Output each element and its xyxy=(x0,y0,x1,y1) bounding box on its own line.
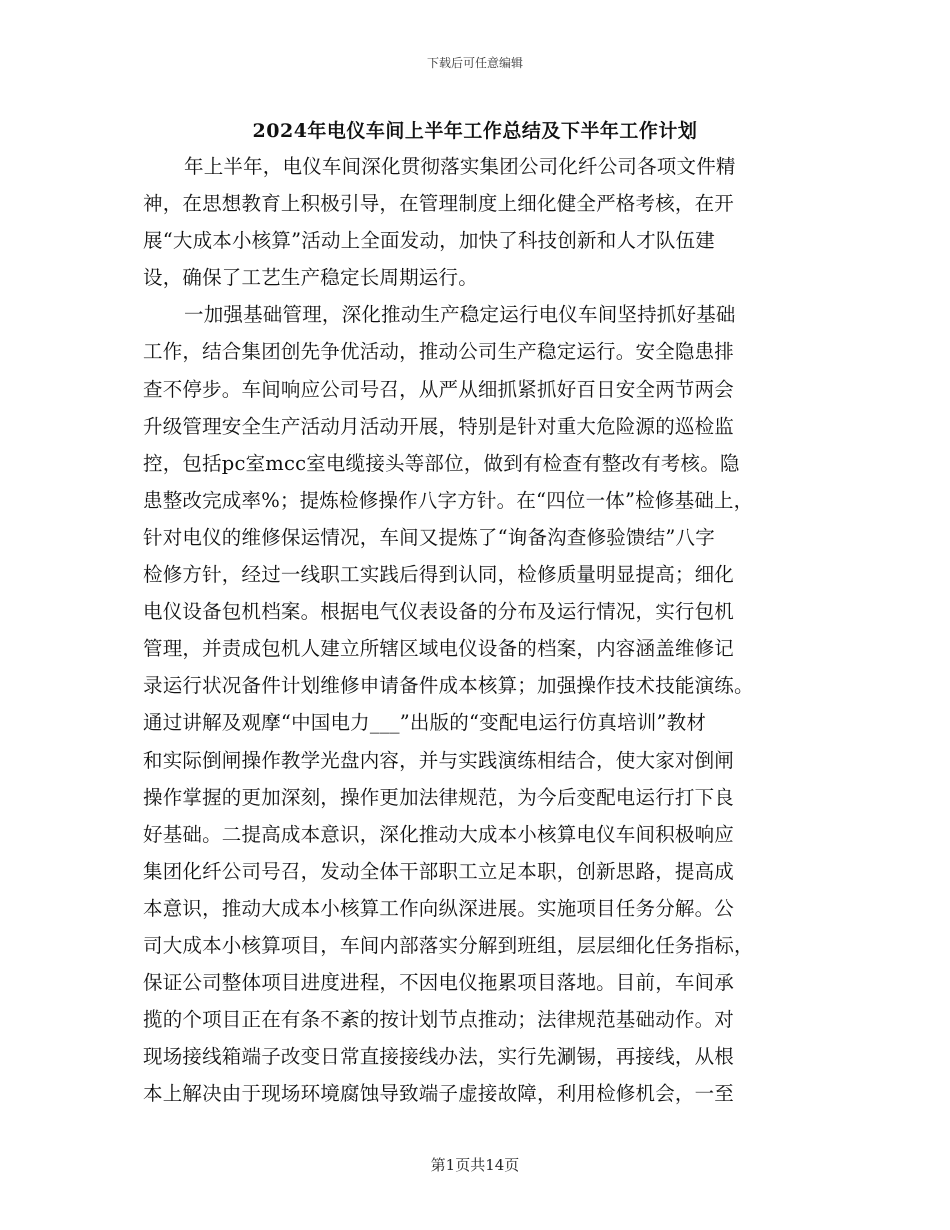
body-line: 集团化纤公司号召，发动全体干部职工立足本职，创新思路，提高成 xyxy=(143,859,735,883)
body-line: 控，包括pc室mcc室电缆接头等部位，做到有检查有整改有考核。隐 xyxy=(143,451,740,475)
body-line: 展“大成本小核算”活动上全面发动，加快了科技创新和人才队伍建 xyxy=(143,229,715,253)
body-line: 检修方针，经过一线职工实践后得到认同，检修质量明显提高；细化 xyxy=(143,563,735,587)
body-line: 查不停步。车间响应公司号召，从严从细抓紧抓好百日安全两节两会 xyxy=(143,377,735,401)
body-line: 本意识，推动大成本小核算工作向纵深进展。实施项目任务分解。公 xyxy=(143,896,735,920)
header-note: 下载后可任意编辑 xyxy=(426,56,523,70)
body-line: 司大成本小核算项目，车间内部落实分解到班组，层层细化任务指标， xyxy=(143,933,754,957)
body-line: 本上解决由于现场环境腐蚀导致端子虚接故障，利用检修机会，一至 xyxy=(143,1082,735,1106)
body-line: 录运行状况备件计划维修申请备件成本核算；加强操作技术技能演练。 xyxy=(143,674,754,698)
body-line: 患整改完成率%；提炼检修操作八字方针。在“四位一体”检修基础上， xyxy=(143,488,754,512)
document-title: 2024年电仪车间上半年工作总结及下半年工作计划 xyxy=(252,120,698,142)
body-line: 好基础。二提高成本意识，深化推动大成本小核算电仪车间积极响应 xyxy=(143,822,735,846)
page-footer: 第1页共14页 xyxy=(430,1156,520,1174)
body-line: 针对电仪的维修保运情况，车间又提炼了“询备沟查修验馈结”八字 xyxy=(143,525,715,549)
body-line: 设，确保了工艺生产稳定长周期运行。 xyxy=(143,266,478,290)
body-line: 一加强基础管理，深化推动生产稳定运行电仪车间坚持抓好基础 xyxy=(184,303,736,327)
body-line: 操作掌握的更加深刻，操作更加法律规范，为今后变配电运行打下良 xyxy=(143,785,735,809)
body-line: 升级管理安全生产活动月活动开展，特别是针对重大危险源的巡检监 xyxy=(143,414,735,438)
body-line: 通过讲解及观摩“中国电力___”出版的“变配电运行仿真培训”教材 xyxy=(143,711,707,735)
body-line: 管理，并责成包机人建立所辖区域电仪设备的档案，内容涵盖维修记 xyxy=(143,637,735,661)
body-line: 电仪设备包机档案。根据电气仪表设备的分布及运行情况，实行包机 xyxy=(143,600,735,624)
body-line: 保证公司整体项目进度进程，不因电仪拖累项目落地。目前，车间承 xyxy=(143,971,735,995)
body-line: 工作，结合集团创先争优活动，推动公司生产稳定运行。安全隐患排 xyxy=(143,340,735,364)
document-body xyxy=(143,148,807,1112)
body-line: 神，在思想教育上积极引导，在管理制度上细化健全严格考核，在开 xyxy=(143,192,735,216)
body-line: 年上半年，电仪车间深化贯彻落实集团公司化纤公司各项文件精 xyxy=(184,155,736,178)
body-line: 揽的个项目正在有条不紊的按计划节点推动；法律规范基础动作。对 xyxy=(143,1008,735,1032)
body-line: 和实际倒闸操作教学光盘内容，并与实践演练相结合，使大家对倒闸 xyxy=(143,748,735,772)
body-line: 现场接线箱端子改变日常直接接线办法，实行先涮锡，再接线，从根 xyxy=(143,1045,735,1069)
